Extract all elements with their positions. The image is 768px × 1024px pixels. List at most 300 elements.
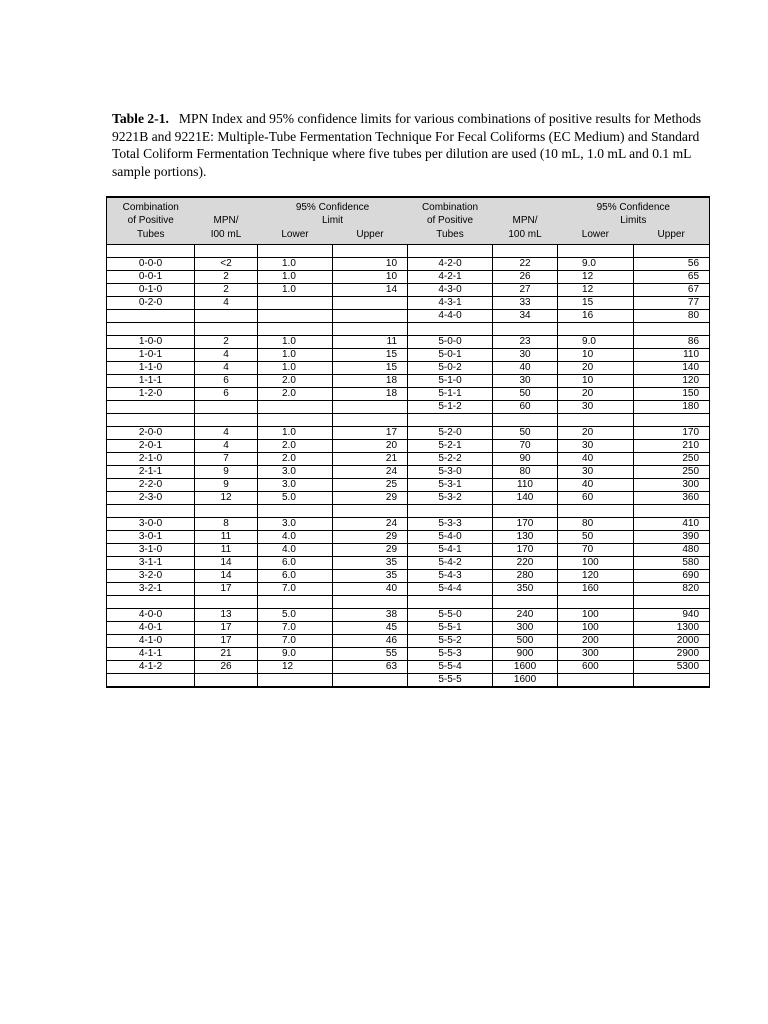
cell-lower-left: 2.0 — [258, 375, 333, 388]
cell-upper-left: 18 — [333, 388, 408, 401]
spacer-cell — [408, 245, 493, 258]
cell-mpn-right: 33 — [493, 297, 558, 310]
cell-mpn-right: 40 — [493, 362, 558, 375]
cell-mpn-right: 27 — [493, 284, 558, 297]
table-row — [107, 388, 710, 401]
cell-upper-right: 120 — [634, 375, 710, 388]
table-row — [107, 401, 710, 414]
table-row — [107, 518, 710, 531]
cell-upper-right: 86 — [634, 336, 710, 349]
cell-lower-right: 20 — [558, 362, 634, 375]
cell-lower-right: 30 — [558, 401, 634, 414]
cell-mpn-right: 70 — [493, 440, 558, 453]
cell-lower-left: 7.0 — [258, 583, 333, 596]
table-row — [107, 661, 710, 674]
cell-combination-right: 5-3-2 — [408, 492, 493, 505]
table-caption — [112, 110, 712, 180]
cell-lower-left: 3.0 — [258, 479, 333, 492]
cell-combination-right: 5-1-2 — [408, 401, 493, 414]
cell-mpn-right: 350 — [493, 583, 558, 596]
table-row — [107, 258, 710, 271]
cell-upper-right: 250 — [634, 466, 710, 479]
header-mpn-left: MPN/ I00 mL — [195, 197, 258, 245]
cell-mpn-right: 22 — [493, 258, 558, 271]
cell-combination-left: 2-1-0 — [107, 453, 195, 466]
table-row — [107, 336, 710, 349]
cell-mpn-right: 34 — [493, 310, 558, 323]
table-row — [107, 609, 710, 622]
cell-lower-right: 100 — [558, 609, 634, 622]
table-row — [107, 453, 710, 466]
cell-combination-left: 3-1-0 — [107, 544, 195, 557]
cell-combination-right: 5-5-5 — [408, 674, 493, 688]
cell-upper-left: 21 — [333, 453, 408, 466]
cell-upper-left: 29 — [333, 544, 408, 557]
cell-mpn-right: 900 — [493, 648, 558, 661]
spacer-row — [107, 245, 710, 258]
spacer-row — [107, 414, 710, 427]
cell-upper-right: 300 — [634, 479, 710, 492]
spacer-cell — [333, 414, 408, 427]
cell-upper-left: 10 — [333, 258, 408, 271]
cell-upper-right: 2900 — [634, 648, 710, 661]
table-row — [107, 271, 710, 284]
cell-lower-left: 4.0 — [258, 544, 333, 557]
cell-combination-left — [107, 310, 195, 323]
cell-combination-left: 4-0-0 — [107, 609, 195, 622]
cell-combination-left: 3-2-0 — [107, 570, 195, 583]
cell-upper-right: 690 — [634, 570, 710, 583]
cell-mpn-left: 4 — [195, 362, 258, 375]
cell-mpn-right: 140 — [493, 492, 558, 505]
cell-mpn-left — [195, 310, 258, 323]
cell-upper-left: 15 — [333, 362, 408, 375]
cell-combination-right: 5-5-3 — [408, 648, 493, 661]
header-confidence-left: 95% Confidence Limit Lower Upper — [258, 197, 408, 245]
cell-mpn-left: 21 — [195, 648, 258, 661]
cell-lower-left: 1.0 — [258, 362, 333, 375]
cell-upper-right: 67 — [634, 284, 710, 297]
spacer-row — [107, 323, 710, 336]
cell-mpn-right: 1600 — [493, 674, 558, 688]
spacer-cell — [493, 596, 558, 609]
cell-upper-right: 80 — [634, 310, 710, 323]
cell-lower-right: 30 — [558, 466, 634, 479]
spacer-cell — [107, 414, 195, 427]
cell-lower-right: 40 — [558, 479, 634, 492]
cell-combination-left: 1-0-1 — [107, 349, 195, 362]
cell-mpn-left: 17 — [195, 622, 258, 635]
cell-mpn-left: 4 — [195, 297, 258, 310]
cell-mpn-left: 9 — [195, 466, 258, 479]
cell-lower-left: 2.0 — [258, 453, 333, 466]
cell-upper-right: 210 — [634, 440, 710, 453]
cell-lower-left: 1.0 — [258, 336, 333, 349]
table-row — [107, 310, 710, 323]
spacer-cell — [258, 245, 333, 258]
cell-lower-left: 3.0 — [258, 518, 333, 531]
spacer-cell — [333, 505, 408, 518]
cell-upper-left: 10 — [333, 271, 408, 284]
table-row — [107, 544, 710, 557]
spacer-cell — [258, 505, 333, 518]
cell-combination-left: 3-0-0 — [107, 518, 195, 531]
cell-upper-left: 46 — [333, 635, 408, 648]
cell-combination-right: 5-0-1 — [408, 349, 493, 362]
cell-lower-left: 7.0 — [258, 635, 333, 648]
table-row — [107, 622, 710, 635]
table-row — [107, 375, 710, 388]
cell-mpn-right: 50 — [493, 388, 558, 401]
cell-combination-left: 2-0-0 — [107, 427, 195, 440]
cell-combination-left: 2-2-0 — [107, 479, 195, 492]
cell-mpn-right: 90 — [493, 453, 558, 466]
cell-combination-right: 4-2-0 — [408, 258, 493, 271]
cell-combination-left: 4-1-0 — [107, 635, 195, 648]
spacer-cell — [195, 323, 258, 336]
cell-upper-left: 29 — [333, 492, 408, 505]
spacer-cell — [258, 323, 333, 336]
cell-combination-right: 5-4-2 — [408, 557, 493, 570]
cell-mpn-right: 1600 — [493, 661, 558, 674]
cell-combination-right: 5-3-1 — [408, 479, 493, 492]
cell-upper-left: 20 — [333, 440, 408, 453]
cell-mpn-right: 300 — [493, 622, 558, 635]
cell-upper-left: 11 — [333, 336, 408, 349]
cell-combination-left: 4-1-1 — [107, 648, 195, 661]
cell-upper-right: 140 — [634, 362, 710, 375]
cell-combination-left: 0-2-0 — [107, 297, 195, 310]
cell-combination-right: 5-5-2 — [408, 635, 493, 648]
cell-combination-right: 5-2-2 — [408, 453, 493, 466]
cell-upper-left — [333, 297, 408, 310]
cell-upper-left: 63 — [333, 661, 408, 674]
cell-lower-right: 10 — [558, 349, 634, 362]
spacer-cell — [408, 505, 493, 518]
cell-combination-left: 1-0-0 — [107, 336, 195, 349]
cell-mpn-right: 170 — [493, 518, 558, 531]
cell-lower-right: 100 — [558, 622, 634, 635]
cell-mpn-right: 30 — [493, 375, 558, 388]
cell-combination-right: 5-3-0 — [408, 466, 493, 479]
cell-mpn-left: 4 — [195, 349, 258, 362]
header-lower-left: Lower — [281, 228, 309, 240]
cell-combination-right: 5-1-0 — [408, 375, 493, 388]
cell-lower-right: 9.0 — [558, 336, 634, 349]
cell-mpn-right: 170 — [493, 544, 558, 557]
cell-mpn-left: 2 — [195, 271, 258, 284]
cell-lower-right: 9.0 — [558, 258, 634, 271]
cell-mpn-left: 6 — [195, 388, 258, 401]
cell-mpn-left: 17 — [195, 635, 258, 648]
spacer-cell — [493, 505, 558, 518]
spacer-cell — [195, 245, 258, 258]
cell-lower-right: 600 — [558, 661, 634, 674]
cell-combination-right: 5-2-0 — [408, 427, 493, 440]
cell-upper-left: 45 — [333, 622, 408, 635]
cell-mpn-left — [195, 401, 258, 414]
spacer-cell — [258, 596, 333, 609]
cell-combination-left: 3-0-1 — [107, 531, 195, 544]
table-row — [107, 531, 710, 544]
cell-upper-left: 38 — [333, 609, 408, 622]
cell-mpn-left: 14 — [195, 557, 258, 570]
cell-lower-right: 100 — [558, 557, 634, 570]
spacer-cell — [634, 596, 710, 609]
spacer-cell — [558, 414, 634, 427]
table-row — [107, 297, 710, 310]
cell-upper-right: 250 — [634, 453, 710, 466]
cell-mpn-left: <2 — [195, 258, 258, 271]
cell-mpn-left: 8 — [195, 518, 258, 531]
cell-combination-left: 2-1-1 — [107, 466, 195, 479]
table-row — [107, 648, 710, 661]
spacer-cell — [408, 414, 493, 427]
cell-upper-left: 24 — [333, 518, 408, 531]
spacer-cell — [493, 245, 558, 258]
cell-lower-left: 5.0 — [258, 609, 333, 622]
cell-combination-right: 5-0-2 — [408, 362, 493, 375]
cell-upper-left: 18 — [333, 375, 408, 388]
spacer-cell — [493, 323, 558, 336]
table-row — [107, 479, 710, 492]
spacer-cell — [408, 323, 493, 336]
cell-upper-right: 56 — [634, 258, 710, 271]
cell-mpn-right: 500 — [493, 635, 558, 648]
cell-upper-right: 2000 — [634, 635, 710, 648]
cell-mpn-right: 60 — [493, 401, 558, 414]
cell-lower-right: 40 — [558, 453, 634, 466]
cell-lower-right: 10 — [558, 375, 634, 388]
cell-lower-right: 160 — [558, 583, 634, 596]
cell-lower-left: 1.0 — [258, 271, 333, 284]
spacer-cell — [558, 245, 634, 258]
cell-combination-left — [107, 401, 195, 414]
cell-upper-left — [333, 674, 408, 688]
table-row — [107, 440, 710, 453]
spacer-cell — [634, 505, 710, 518]
cell-upper-right: 580 — [634, 557, 710, 570]
header-upper-left: Upper — [356, 228, 384, 240]
cell-lower-right: 30 — [558, 440, 634, 453]
cell-combination-left: 0-0-0 — [107, 258, 195, 271]
cell-upper-right: 390 — [634, 531, 710, 544]
cell-lower-left — [258, 674, 333, 688]
cell-combination-right: 5-2-1 — [408, 440, 493, 453]
cell-lower-left: 6.0 — [258, 557, 333, 570]
cell-mpn-right: 23 — [493, 336, 558, 349]
cell-mpn-right: 220 — [493, 557, 558, 570]
cell-combination-right: 4-3-1 — [408, 297, 493, 310]
cell-upper-right: 170 — [634, 427, 710, 440]
cell-combination-left: 2-3-0 — [107, 492, 195, 505]
cell-upper-left: 35 — [333, 557, 408, 570]
cell-upper-right: 65 — [634, 271, 710, 284]
cell-mpn-left: 6 — [195, 375, 258, 388]
spacer-cell — [333, 323, 408, 336]
spacer-row — [107, 505, 710, 518]
spacer-cell — [558, 323, 634, 336]
cell-upper-right — [634, 674, 710, 688]
cell-mpn-right: 130 — [493, 531, 558, 544]
table-label: Table 2-1. — [112, 111, 169, 126]
cell-upper-right: 180 — [634, 401, 710, 414]
cell-upper-right: 110 — [634, 349, 710, 362]
cell-lower-left — [258, 310, 333, 323]
caption-text: MPN Index and 95% confidence limits for various combinations of positive results for Methods 9221B and 9221E: Multiple-Tube Fermentation Technique For Fecal Coliforms (EC Medium) and Standard Total Coliform Fermentation Technique where five tubes per dilution are used (10 mL, 1.0 mL and 0.1 mL sample portions). — [112, 111, 702, 179]
cell-combination-right: 5-4-1 — [408, 544, 493, 557]
cell-mpn-left — [195, 674, 258, 688]
table-row — [107, 492, 710, 505]
table-header-row — [107, 197, 710, 245]
cell-combination-left: 1-1-1 — [107, 375, 195, 388]
cell-combination-left: 0-1-0 — [107, 284, 195, 297]
cell-combination-left: 3-1-1 — [107, 557, 195, 570]
cell-lower-right: 12 — [558, 284, 634, 297]
cell-combination-left: 1-1-0 — [107, 362, 195, 375]
cell-mpn-right: 110 — [493, 479, 558, 492]
cell-lower-left: 12 — [258, 661, 333, 674]
table-body — [107, 245, 710, 688]
cell-mpn-left: 14 — [195, 570, 258, 583]
table-row — [107, 557, 710, 570]
spacer-cell — [634, 414, 710, 427]
cell-lower-left: 1.0 — [258, 349, 333, 362]
spacer-cell — [333, 596, 408, 609]
table-row — [107, 466, 710, 479]
cell-mpn-left: 4 — [195, 440, 258, 453]
cell-mpn-right: 30 — [493, 349, 558, 362]
spacer-cell — [493, 414, 558, 427]
cell-mpn-left: 7 — [195, 453, 258, 466]
spacer-cell — [107, 323, 195, 336]
cell-lower-right: 12 — [558, 271, 634, 284]
cell-lower-left — [258, 401, 333, 414]
cell-combination-left: 0-0-1 — [107, 271, 195, 284]
cell-lower-left: 1.0 — [258, 427, 333, 440]
mpn-table — [106, 196, 710, 688]
cell-combination-left: 3-2-1 — [107, 583, 195, 596]
cell-mpn-left: 9 — [195, 479, 258, 492]
cell-upper-right: 820 — [634, 583, 710, 596]
cell-mpn-right: 50 — [493, 427, 558, 440]
table-row — [107, 362, 710, 375]
spacer-cell — [195, 596, 258, 609]
cell-upper-left: 15 — [333, 349, 408, 362]
spacer-cell — [634, 245, 710, 258]
cell-lower-left: 3.0 — [258, 466, 333, 479]
cell-combination-right: 5-0-0 — [408, 336, 493, 349]
cell-lower-left — [258, 297, 333, 310]
cell-upper-right: 940 — [634, 609, 710, 622]
cell-combination-right: 5-5-1 — [408, 622, 493, 635]
header-upper-right: Upper — [657, 228, 685, 240]
cell-lower-right: 300 — [558, 648, 634, 661]
cell-lower-left: 7.0 — [258, 622, 333, 635]
cell-lower-right: 200 — [558, 635, 634, 648]
cell-upper-left: 55 — [333, 648, 408, 661]
cell-mpn-left: 11 — [195, 544, 258, 557]
cell-mpn-left: 13 — [195, 609, 258, 622]
cell-upper-right: 410 — [634, 518, 710, 531]
spacer-cell — [558, 505, 634, 518]
spacer-cell — [558, 596, 634, 609]
cell-upper-left: 14 — [333, 284, 408, 297]
cell-lower-right: 50 — [558, 531, 634, 544]
table-row — [107, 635, 710, 648]
spacer-cell — [634, 323, 710, 336]
spacer-cell — [107, 505, 195, 518]
header-combination-right: Combination of Positive Tubes — [408, 197, 493, 245]
cell-lower-right: 16 — [558, 310, 634, 323]
cell-combination-left: 4-1-2 — [107, 661, 195, 674]
cell-lower-right: 15 — [558, 297, 634, 310]
cell-lower-right: 60 — [558, 492, 634, 505]
cell-mpn-left: 12 — [195, 492, 258, 505]
cell-lower-right: 120 — [558, 570, 634, 583]
table-row — [107, 674, 710, 688]
cell-lower-right: 20 — [558, 427, 634, 440]
spacer-cell — [195, 505, 258, 518]
cell-upper-left: 25 — [333, 479, 408, 492]
cell-combination-right: 5-5-4 — [408, 661, 493, 674]
cell-lower-left: 1.0 — [258, 258, 333, 271]
cell-upper-left: 35 — [333, 570, 408, 583]
cell-combination-right: 4-2-1 — [408, 271, 493, 284]
table-row — [107, 349, 710, 362]
cell-combination-left: 4-0-1 — [107, 622, 195, 635]
header-lower-right: Lower — [581, 228, 610, 240]
cell-upper-left: 24 — [333, 466, 408, 479]
cell-mpn-left: 2 — [195, 336, 258, 349]
cell-combination-left — [107, 674, 195, 688]
spacer-cell — [333, 245, 408, 258]
cell-combination-right: 4-3-0 — [408, 284, 493, 297]
header-mpn-right: MPN/ 100 mL — [493, 197, 558, 245]
cell-combination-right: 5-3-3 — [408, 518, 493, 531]
header-confidence-right: 95% Confidence Limits Lower Upper — [558, 197, 710, 245]
cell-lower-left: 5.0 — [258, 492, 333, 505]
cell-combination-left: 1-2-0 — [107, 388, 195, 401]
spacer-cell — [408, 596, 493, 609]
cell-mpn-left: 2 — [195, 284, 258, 297]
table-row — [107, 284, 710, 297]
cell-mpn-left: 17 — [195, 583, 258, 596]
table-row — [107, 570, 710, 583]
cell-mpn-right: 280 — [493, 570, 558, 583]
cell-lower-right: 20 — [558, 388, 634, 401]
cell-combination-right: 5-4-0 — [408, 531, 493, 544]
cell-combination-left: 2-0-1 — [107, 440, 195, 453]
cell-combination-right: 5-1-1 — [408, 388, 493, 401]
spacer-cell — [258, 414, 333, 427]
cell-lower-left: 6.0 — [258, 570, 333, 583]
cell-upper-right: 77 — [634, 297, 710, 310]
cell-mpn-right: 80 — [493, 466, 558, 479]
spacer-row — [107, 596, 710, 609]
cell-lower-left: 9.0 — [258, 648, 333, 661]
cell-mpn-left: 4 — [195, 427, 258, 440]
header-combination-left: Combination of Positive Tubes — [107, 197, 195, 245]
cell-upper-left: 40 — [333, 583, 408, 596]
table-row — [107, 427, 710, 440]
cell-upper-left — [333, 310, 408, 323]
cell-upper-right: 480 — [634, 544, 710, 557]
cell-lower-right: 70 — [558, 544, 634, 557]
cell-upper-left: 29 — [333, 531, 408, 544]
cell-combination-right: 5-4-4 — [408, 583, 493, 596]
cell-mpn-right: 26 — [493, 271, 558, 284]
